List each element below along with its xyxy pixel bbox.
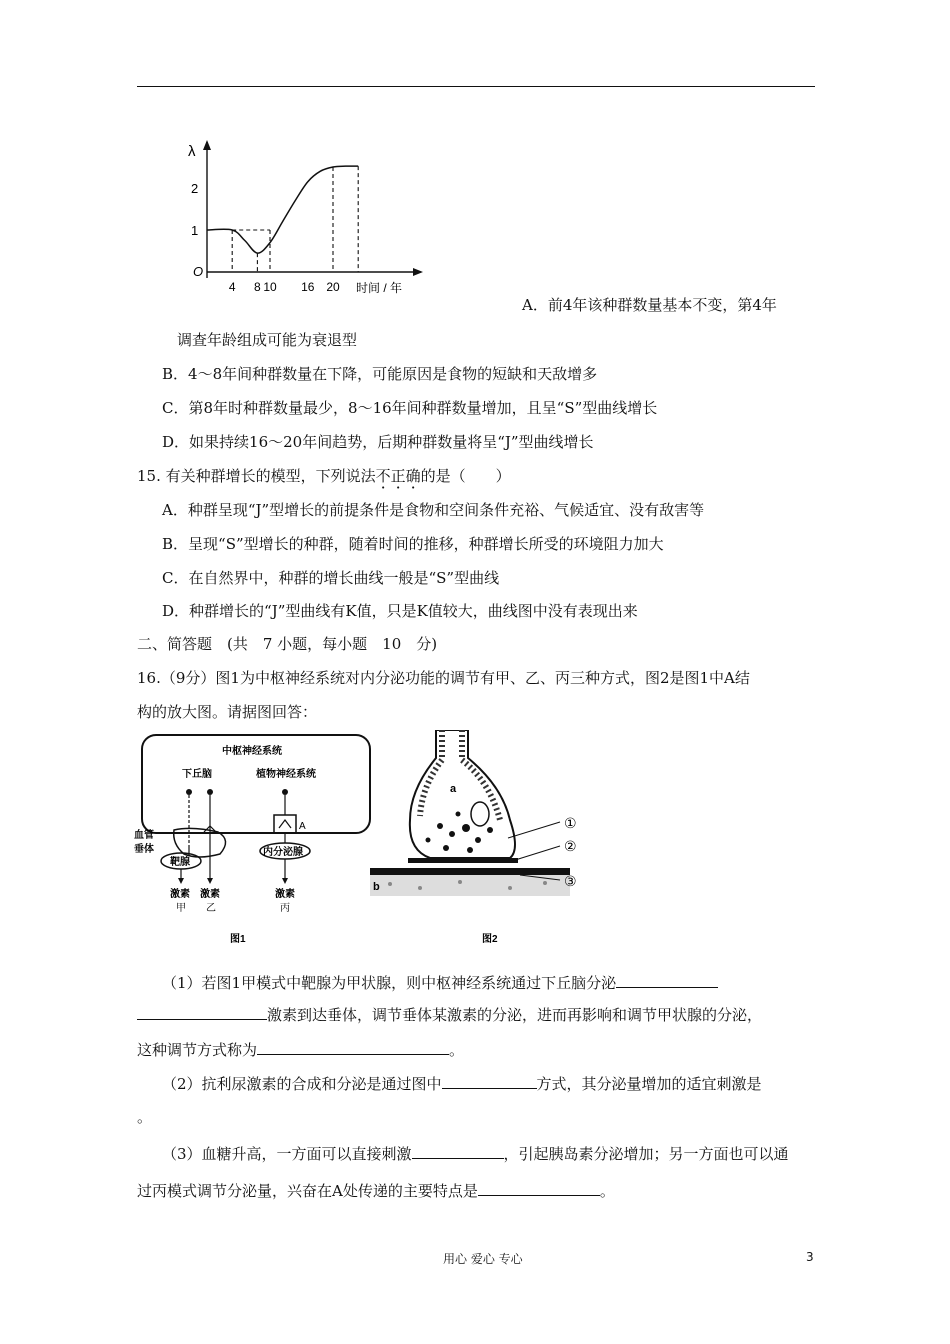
q15-emph-2: 正 — [390, 467, 406, 485]
answer-blank-1a[interactable] — [616, 972, 718, 988]
target-gland-label: 靶腺 — [170, 857, 190, 868]
q16-part3-line1 — [162, 1143, 789, 1164]
postsynaptic-cell — [370, 875, 570, 896]
q14-option-d: D．如果持续16～20年间趋势，后期种群数量将呈“J”型曲线增长 — [162, 433, 594, 451]
q16-part2-text-a: （2）抗利尿激素的合成和分泌是通过图中 — [162, 1075, 442, 1093]
callout-2: ② — [564, 838, 577, 854]
answer-blank-1b[interactable] — [137, 1004, 267, 1020]
synaptic-cleft — [408, 858, 518, 863]
q15-stem — [137, 466, 511, 486]
q16-part2-text-b: 方式，其分泌量增加的适宜刺激是 — [536, 1075, 762, 1093]
synapse-A-box — [274, 815, 296, 833]
answer-blank-2a[interactable] — [442, 1073, 537, 1089]
y-axis-label: λ — [188, 143, 196, 160]
callout-1: ① — [564, 815, 577, 831]
ans-label: 植物神经系统 — [256, 769, 316, 780]
q15-emph-1: 不 — [375, 467, 391, 485]
q16-part1-line1 — [162, 972, 718, 993]
q16-part3-line2 — [137, 1180, 615, 1201]
yi-label: 乙 — [206, 903, 216, 914]
q14-option-b: B．4～8年间种群数量在下降，可能原因是食物的短缺和天敌增多 — [162, 365, 598, 383]
page-number: 3 — [806, 1250, 814, 1264]
label-a: a — [450, 783, 457, 795]
x-tick-label-16: 16 — [301, 280, 315, 294]
figure-2-caption: 图2 — [482, 934, 498, 945]
q14-option-a-part1: A．前4年该种群数量基本不变，第4年 — [522, 296, 777, 314]
label-A: A — [299, 821, 306, 832]
neuron-3 — [282, 789, 288, 795]
q15-option-d: D．种群增长的“J”型曲线有K值，只是K值较大，曲线图中没有表现出来 — [162, 602, 638, 620]
x-tick-label-20: 20 — [326, 280, 340, 294]
endocrine-gland-label: 内分泌腺 — [263, 847, 303, 858]
neuron-1 — [186, 789, 192, 795]
section-heading: 二、简答题 (共 7 小题，每小题 10 分) — [137, 635, 438, 653]
hormone-bing-label: 激素 — [275, 889, 295, 900]
bing-label: 丙 — [280, 903, 290, 914]
q15-stem-post: 的是（ ） — [420, 467, 511, 485]
y-tick-label-2: 2 — [191, 181, 199, 196]
q16-part1-line3 — [137, 1039, 464, 1060]
hormone-yi-label: 激素 — [200, 889, 220, 900]
lambda-chart — [185, 138, 425, 298]
pituitary-label-1: 血管 — [134, 830, 154, 841]
q15-option-c: C．在自然界中，种群的增长曲线一般是“S”型曲线 — [162, 569, 500, 587]
answer-blank-3a[interactable] — [412, 1143, 504, 1159]
figure-2 — [370, 730, 600, 946]
q16-part3-text-a: （3）血糖升高，一方面可以直接刺激 — [162, 1145, 412, 1163]
q15-stem-pre: 15. 有关种群增长的模型，下列说法 — [137, 467, 376, 485]
q16-stem-line2: 构的放大图。请据图回答： — [137, 703, 318, 721]
q14-option-a-part2: 调查年龄组成可能为衰退型 — [177, 331, 358, 349]
label-b: b — [373, 881, 380, 893]
q15-option-a: A．种群呈现“J”型增长的前提条件是食物和空间条件充裕、气候适宜、没有敌害等 — [162, 501, 705, 519]
figure-1-caption: 图1 — [230, 934, 246, 945]
y-axis-arrow — [203, 140, 211, 150]
answer-blank-1c[interactable] — [257, 1039, 449, 1055]
cns-label: 中枢神经系统 — [222, 746, 282, 757]
origin-label: O — [193, 264, 204, 279]
x-axis-arrow — [413, 268, 423, 276]
q16-part1-text-c: 这种调节方式称为 — [137, 1041, 258, 1059]
postsynaptic-membrane — [370, 868, 570, 875]
q16-part3-text-c: 过丙模式调节分泌量，兴奋在A处传递的主要特点是 — [137, 1182, 478, 1200]
answer-blank-3b[interactable] — [478, 1180, 600, 1196]
y-tick-label-1: 1 — [191, 223, 199, 238]
hormone-jia-label: 激素 — [170, 889, 190, 900]
footer-slogan: 用心 爱心 专心 — [443, 1252, 523, 1266]
x-tick-label-4: 4 — [228, 280, 236, 294]
figure-1 — [132, 730, 372, 946]
q16-part2-end: 。 — [137, 1108, 153, 1126]
q16-stem-line1: 16.（9分）图1为中枢神经系统对内分泌功能的调节有甲、乙、丙三种方式，图2是图1中A结 — [137, 669, 750, 687]
q16-part3-text-b: ，引起胰岛素分泌增加；另一方面也可以通 — [503, 1145, 789, 1163]
neuron-2 — [207, 789, 213, 795]
axon-terminal — [410, 730, 515, 858]
lambda-curve — [207, 166, 358, 253]
pituitary-label-2: 垂体 — [134, 844, 154, 855]
header-rule — [137, 86, 815, 87]
x-tick-label-10: 10 — [263, 280, 277, 294]
q16-part2-line1 — [162, 1073, 762, 1094]
q15-option-b: B．呈现“S”型增长的种群，随着时间的推移，种群增长所受的环境阻力加大 — [162, 535, 664, 553]
q14-option-c: C．第8年时种群数量最少，8～16年间种群数量增加，且呈“S”型曲线增长 — [162, 399, 658, 417]
q16-part1-text-b: 激素到达垂体，调节垂体某激素的分泌，进而再影响和调节甲状腺的分泌， — [267, 1006, 763, 1024]
jia-label: 甲 — [176, 903, 186, 914]
q16-part1-end: 。 — [449, 1041, 465, 1059]
callout-3: ③ — [564, 873, 577, 889]
q15-emph-3: 确 — [405, 467, 421, 485]
q16-part1-line2 — [137, 1004, 762, 1025]
q16-part3-end: 。 — [599, 1182, 615, 1200]
x-axis-label: 时间 / 年 — [356, 281, 403, 295]
x-tick-label-8: 8 — [254, 280, 261, 294]
q16-part1-text-a: （1）若图1甲模式中靶腺为甲状腺，则中枢神经系统通过下丘脑分泌 — [162, 974, 617, 992]
hypothalamus-label: 下丘脑 — [182, 769, 212, 780]
